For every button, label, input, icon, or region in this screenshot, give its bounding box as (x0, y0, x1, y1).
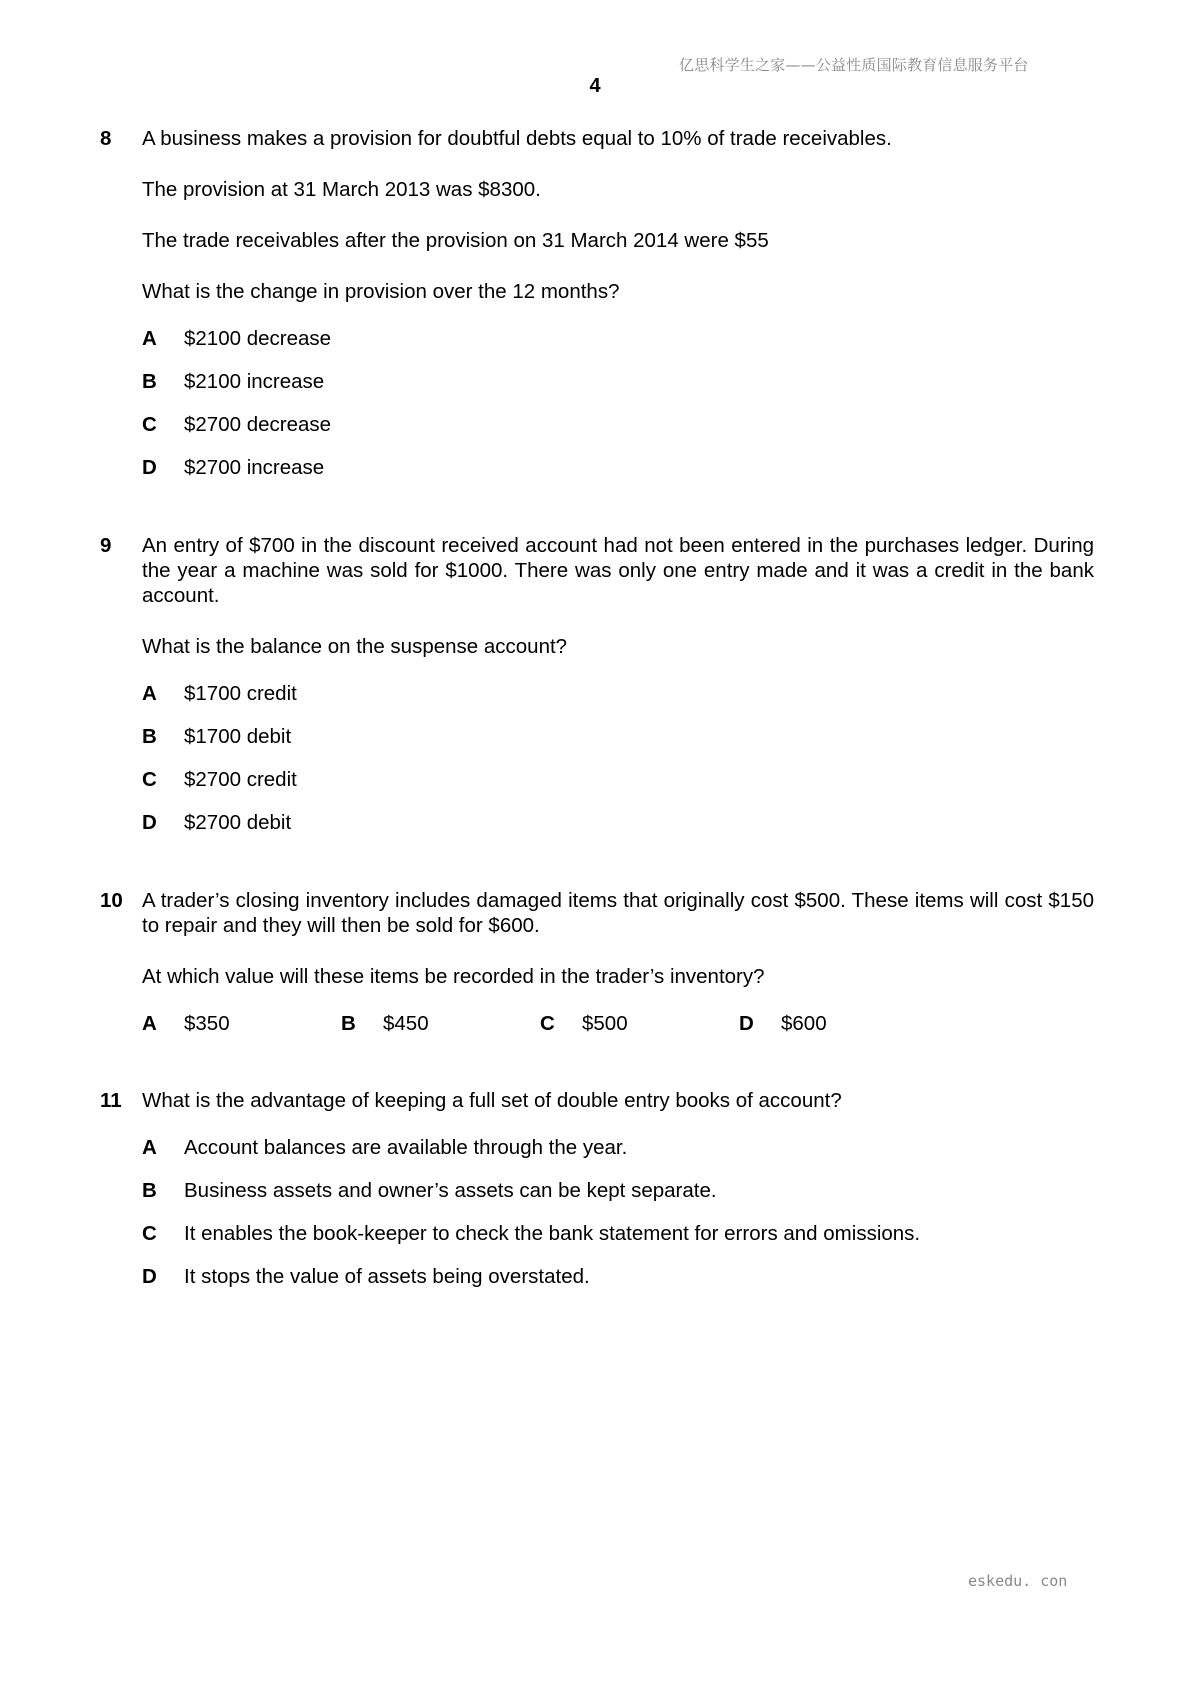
header-watermark: 亿思科学生之家——公益性质国际教育信息服务平台 (679, 56, 1029, 74)
question-body (142, 888, 1094, 1036)
option-letter: A (142, 1136, 157, 1159)
option-c (142, 412, 1094, 437)
option-text: $2700 debit (184, 811, 292, 834)
option-b (142, 369, 1094, 394)
option-letter: D (142, 1265, 157, 1288)
option-letter: A (142, 1012, 157, 1035)
question-text: A trader’s closing inventory includes damaged items that originally cost $500. These items will cost $150 to repair and they will then be sold for $600. (142, 889, 1094, 937)
option-text: $2100 increase (184, 370, 325, 393)
option-text: $2100 decrease (184, 327, 332, 350)
option-d (142, 455, 1094, 480)
option-letter: C (540, 1012, 555, 1035)
option-a (142, 1135, 1094, 1160)
page-number: 4 (589, 75, 601, 97)
footer-watermark: eskedu. con (968, 1572, 1068, 1590)
option-text: $1700 debit (184, 725, 292, 748)
option-letter: C (142, 413, 157, 436)
option-text: It stops the value of assets being overstated. (184, 1265, 590, 1288)
option-text: $450 (383, 1012, 429, 1035)
question-text: An entry of $700 in the discount received account had not been entered in the purchases ledger. During the year a machine was sold for $1000. There was only one entry made and it was a credit in the bank account. (142, 534, 1094, 607)
option-letter: B (341, 1012, 356, 1035)
option-text: $2700 increase (184, 456, 325, 479)
question-body (142, 533, 1094, 835)
option-text: $1700 credit (184, 682, 297, 705)
option-text: $2700 credit (184, 768, 297, 791)
question-11 (100, 1088, 1094, 1307)
question-text: The provision at 31 March 2013 was $8300. (142, 178, 541, 201)
option-letter: A (142, 682, 157, 705)
option-letter: C (142, 1222, 157, 1245)
option-a (142, 681, 1094, 706)
option-text: $500 (582, 1012, 628, 1035)
question-number: 9 (100, 534, 112, 557)
question-body (142, 1088, 1094, 1289)
option-letter: D (142, 456, 157, 479)
option-c (142, 767, 1094, 792)
question-9 (100, 533, 1094, 853)
question-number: 8 (100, 127, 112, 150)
option-text: $600 (781, 1012, 827, 1035)
option-b (142, 1178, 1094, 1203)
question-prompt: At which value will these items be recorded in the trader’s inventory? (142, 965, 765, 988)
option-text: It enables the book-keeper to check the bank statement for errors and omissions. (184, 1222, 921, 1245)
option-d (142, 1264, 1094, 1289)
option-text: $2700 decrease (184, 413, 332, 436)
question-10 (100, 888, 1094, 1036)
option-letter: B (142, 1179, 157, 1202)
option-letter: D (142, 811, 157, 834)
option-letter: B (142, 370, 157, 393)
option-letter: C (142, 768, 157, 791)
option-letter: A (142, 327, 157, 350)
option-a (142, 326, 1094, 351)
option-text: Business assets and owner’s assets can be kept separate. (184, 1179, 717, 1202)
question-number: 11 (100, 1089, 122, 1112)
question-prompt: What is the advantage of keeping a full set of double entry books of account? (142, 1089, 842, 1112)
option-c (142, 1221, 1094, 1246)
question-number: 10 (100, 889, 123, 912)
question-8 (100, 126, 1094, 498)
question-prompt: What is the balance on the suspense account? (142, 635, 568, 658)
question-text: A business makes a provision for doubtful debts equal to 10% of trade receivables. (142, 127, 892, 150)
option-text: $350 (184, 1012, 230, 1035)
option-d (142, 810, 1094, 835)
option-letter: B (142, 725, 157, 748)
option-letter: D (739, 1012, 754, 1035)
option-b (142, 724, 1094, 749)
inline-options (142, 1011, 1094, 1036)
question-prompt: What is the change in provision over the 12 months? (142, 280, 620, 303)
question-text: The trade receivables after the provision on 31 March 2014 were $55 (142, 229, 769, 252)
option-text: Account balances are available through the year. (184, 1136, 628, 1159)
question-body (142, 126, 1094, 480)
